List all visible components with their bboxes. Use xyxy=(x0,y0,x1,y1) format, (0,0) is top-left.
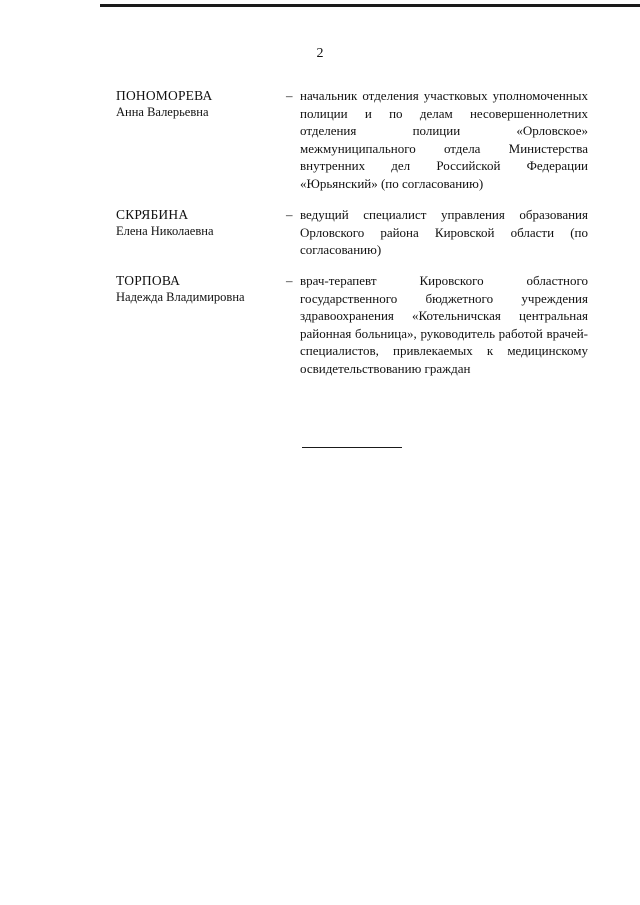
entry-dash: – xyxy=(286,88,293,103)
member-surname: СКРЯБИНА xyxy=(116,207,189,222)
member-name xyxy=(116,206,286,240)
member-name xyxy=(116,87,286,121)
member-name xyxy=(116,272,286,306)
member-description: ведущий специалист управления образования Орловского района Кировской области (по согласованию) xyxy=(300,207,588,258)
member-description: начальник отделения участковых уполномоченных полиции и по делам несовершеннолетних отделения полиции «Орловское» межмуниципального отдела Министерства внутренних дел Российской Федерации «Юрьянский» (по согласованию) xyxy=(300,88,588,191)
page-number: 2 xyxy=(316,46,324,61)
member-given-names: Анна Валерьевна xyxy=(116,105,209,119)
top-border-line xyxy=(100,4,640,7)
entry-dash: – xyxy=(286,207,293,222)
member-surname: ТОРПОВА xyxy=(116,273,181,288)
member-given-names: Надежда Владимировна xyxy=(116,290,245,304)
end-of-list-line xyxy=(302,447,402,448)
member-description: врач-терапевт Кировского областного государственного бюджетного учреждения здравоохранения «Котельничская центральная районная больница», руководитель работой врачей-специалистов, привлекаемых к медицинскому освидетельствованию граждан xyxy=(300,273,588,376)
member-given-names: Елена Николаевна xyxy=(116,224,214,238)
member-surname: ПОНОМОРЕВА xyxy=(116,88,213,103)
entry-dash: – xyxy=(286,273,293,288)
